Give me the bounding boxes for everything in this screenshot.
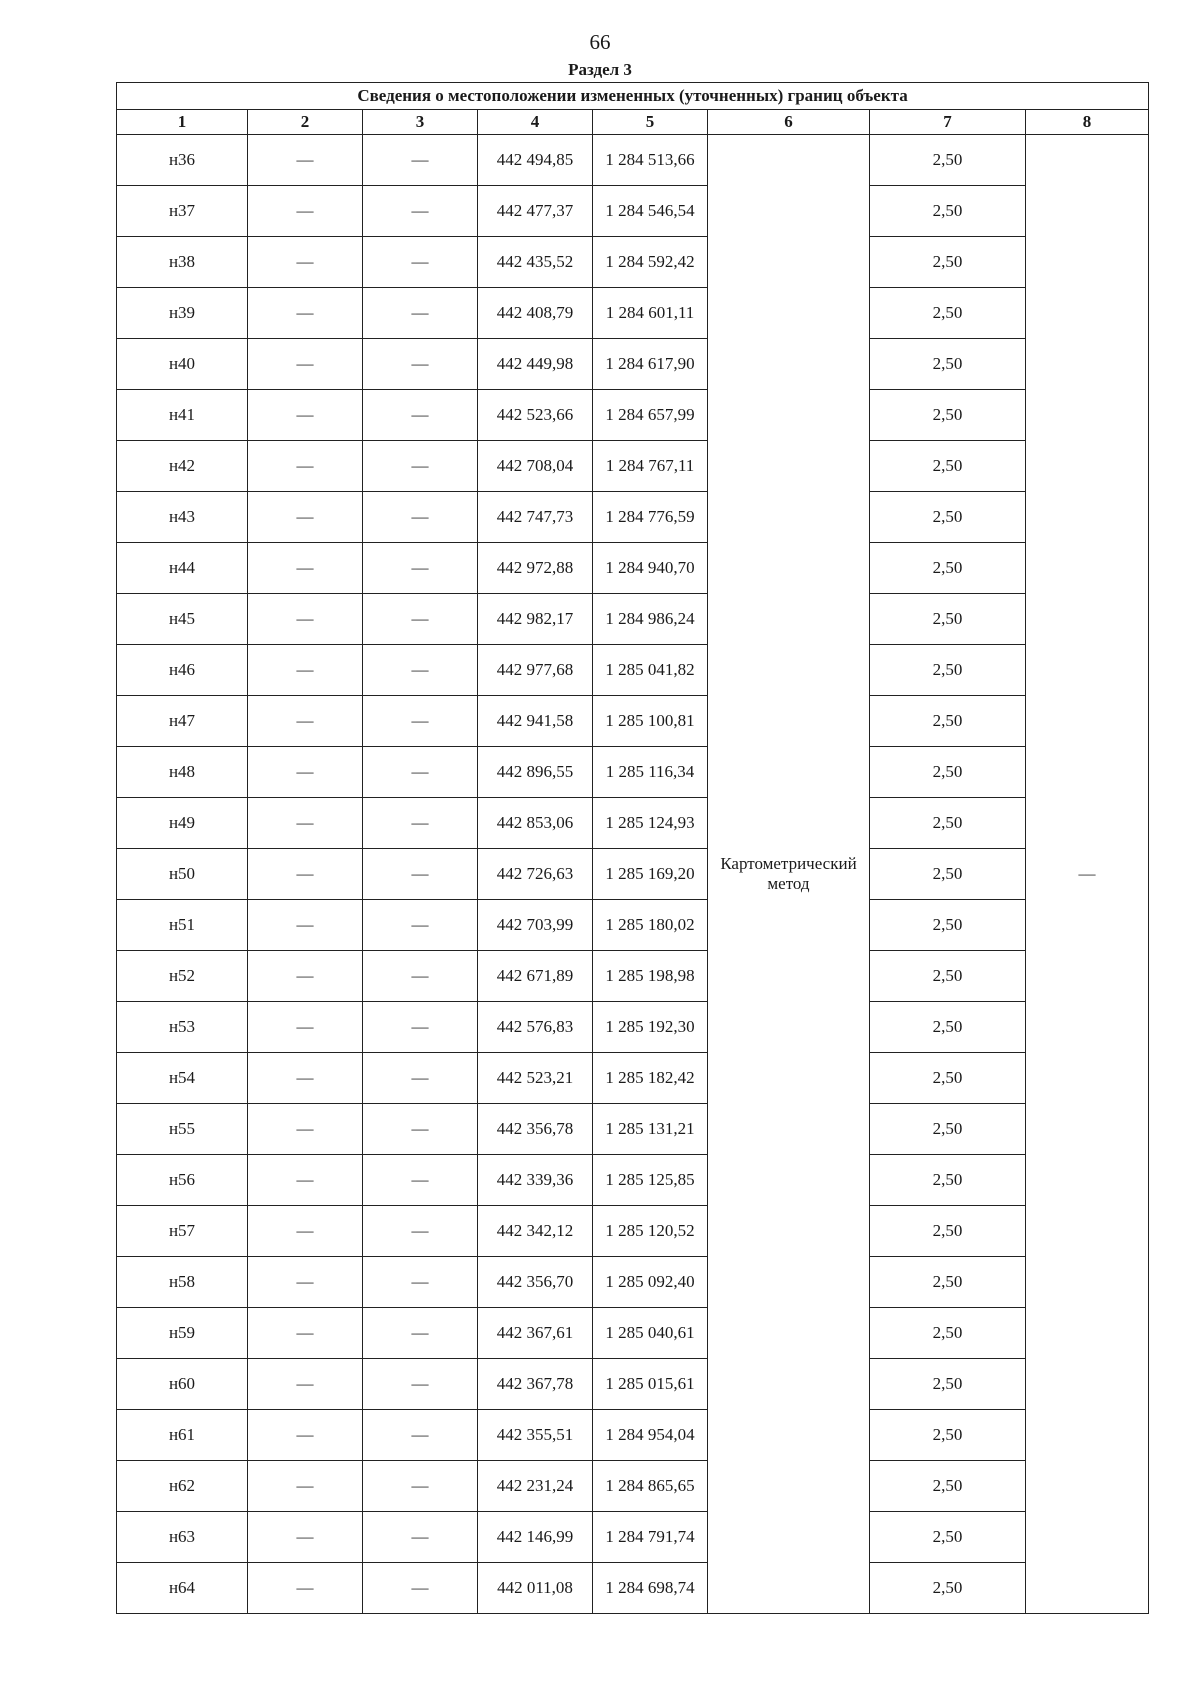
column-2-cell: —: [248, 951, 363, 1002]
table-row: [117, 1308, 1149, 1359]
column-2-cell: —: [248, 1104, 363, 1155]
column-3-cell: —: [363, 951, 478, 1002]
accuracy-cell: 2,50: [870, 798, 1026, 849]
x-coordinate-cell: 442 477,37: [478, 186, 593, 237]
x-coordinate-cell: 442 703,99: [478, 900, 593, 951]
accuracy-cell: 2,50: [870, 747, 1026, 798]
column-2-cell: —: [248, 1359, 363, 1410]
column-3-cell: —: [363, 390, 478, 441]
y-coordinate-cell: 1 285 041,82: [593, 645, 708, 696]
x-coordinate-cell: 442 367,78: [478, 1359, 593, 1410]
table-row: [117, 339, 1149, 390]
x-coordinate-cell: 442 941,58: [478, 696, 593, 747]
y-coordinate-cell: 1 284 767,11: [593, 441, 708, 492]
y-coordinate-cell: 1 284 954,04: [593, 1410, 708, 1461]
column-2-cell: —: [248, 900, 363, 951]
table-row: [117, 1359, 1149, 1410]
x-coordinate-cell: 442 972,88: [478, 543, 593, 594]
column-2-cell: —: [248, 1308, 363, 1359]
table-row: [117, 900, 1149, 951]
table-row: [117, 1410, 1149, 1461]
y-coordinate-cell: 1 285 124,93: [593, 798, 708, 849]
column-2-cell: —: [248, 1155, 363, 1206]
table-row: [117, 1563, 1149, 1614]
table-row: [117, 594, 1149, 645]
accuracy-cell: 2,50: [870, 1563, 1026, 1614]
column-2-cell: —: [248, 1002, 363, 1053]
point-name-cell: н52: [117, 951, 248, 1002]
accuracy-cell: 2,50: [870, 237, 1026, 288]
table-row: [117, 1002, 1149, 1053]
x-coordinate-cell: 442 726,63: [478, 849, 593, 900]
point-name-cell: н51: [117, 900, 248, 951]
accuracy-cell: 2,50: [870, 135, 1026, 186]
column-3-cell: —: [363, 900, 478, 951]
table-row: [117, 237, 1149, 288]
accuracy-cell: 2,50: [870, 1206, 1026, 1257]
column-3-cell: —: [363, 1002, 478, 1053]
column-number: 4: [478, 110, 593, 135]
column-3-cell: —: [363, 1359, 478, 1410]
column-2-cell: —: [248, 747, 363, 798]
column-2-cell: —: [248, 798, 363, 849]
x-coordinate-cell: 442 356,78: [478, 1104, 593, 1155]
x-coordinate-cell: 442 523,21: [478, 1053, 593, 1104]
accuracy-cell: 2,50: [870, 441, 1026, 492]
y-coordinate-cell: 1 285 040,61: [593, 1308, 708, 1359]
x-coordinate-cell: 442 576,83: [478, 1002, 593, 1053]
table-row: [117, 492, 1149, 543]
table-row: [117, 696, 1149, 747]
column-2-cell: —: [248, 1410, 363, 1461]
table-row: [117, 747, 1149, 798]
table-row: [117, 1053, 1149, 1104]
y-coordinate-cell: 1 284 776,59: [593, 492, 708, 543]
table-row: [117, 135, 1149, 186]
point-name-cell: н58: [117, 1257, 248, 1308]
point-name-cell: н61: [117, 1410, 248, 1461]
y-coordinate-cell: 1 284 601,11: [593, 288, 708, 339]
point-name-cell: н53: [117, 1002, 248, 1053]
table-caption-row: [117, 83, 1149, 110]
x-coordinate-cell: 442 342,12: [478, 1206, 593, 1257]
page-number: 66: [589, 30, 611, 54]
column-3-cell: —: [363, 1461, 478, 1512]
x-coordinate-cell: 442 367,61: [478, 1308, 593, 1359]
column-2-cell: —: [248, 135, 363, 186]
table-row: [117, 951, 1149, 1002]
point-name-cell: н40: [117, 339, 248, 390]
column-3-cell: —: [363, 135, 478, 186]
point-name-cell: н47: [117, 696, 248, 747]
y-coordinate-cell: 1 284 513,66: [593, 135, 708, 186]
column-number: 7: [870, 110, 1026, 135]
table-row: [117, 441, 1149, 492]
accuracy-cell: 2,50: [870, 1308, 1026, 1359]
column-3-cell: —: [363, 543, 478, 594]
column-3-cell: —: [363, 1053, 478, 1104]
point-name-cell: н44: [117, 543, 248, 594]
table-row: [117, 1257, 1149, 1308]
column-2-cell: —: [248, 237, 363, 288]
table-caption: Сведения о местоположении измененных (уточненных) границ объекта: [117, 83, 1149, 110]
column-3-cell: —: [363, 288, 478, 339]
point-name-cell: н45: [117, 594, 248, 645]
x-coordinate-cell: 442 671,89: [478, 951, 593, 1002]
accuracy-cell: 2,50: [870, 543, 1026, 594]
column-number: 2: [248, 110, 363, 135]
point-name-cell: н57: [117, 1206, 248, 1257]
x-coordinate-cell: 442 356,70: [478, 1257, 593, 1308]
point-name-cell: н60: [117, 1359, 248, 1410]
accuracy-cell: 2,50: [870, 288, 1026, 339]
point-name-cell: н43: [117, 492, 248, 543]
x-coordinate-cell: 442 011,08: [478, 1563, 593, 1614]
column-2-cell: —: [248, 1257, 363, 1308]
table-row: [117, 1461, 1149, 1512]
x-coordinate-cell: 442 408,79: [478, 288, 593, 339]
point-name-cell: н50: [117, 849, 248, 900]
y-coordinate-cell: 1 285 131,21: [593, 1104, 708, 1155]
table-row: [117, 1206, 1149, 1257]
y-coordinate-cell: 1 284 592,42: [593, 237, 708, 288]
accuracy-cell: 2,50: [870, 645, 1026, 696]
point-name-cell: н49: [117, 798, 248, 849]
y-coordinate-cell: 1 285 100,81: [593, 696, 708, 747]
column-2-cell: —: [248, 594, 363, 645]
x-coordinate-cell: 442 449,98: [478, 339, 593, 390]
table-row: [117, 1155, 1149, 1206]
column-8-cell: —: [1026, 135, 1149, 1614]
x-coordinate-cell: 442 523,66: [478, 390, 593, 441]
column-number: 3: [363, 110, 478, 135]
accuracy-cell: 2,50: [870, 1104, 1026, 1155]
accuracy-cell: 2,50: [870, 1461, 1026, 1512]
point-name-cell: н56: [117, 1155, 248, 1206]
column-3-cell: —: [363, 1104, 478, 1155]
point-name-cell: н42: [117, 441, 248, 492]
y-coordinate-cell: 1 285 125,85: [593, 1155, 708, 1206]
point-name-cell: н55: [117, 1104, 248, 1155]
column-3-cell: —: [363, 645, 478, 696]
table-body: [117, 83, 1149, 1614]
accuracy-cell: 2,50: [870, 1410, 1026, 1461]
table-row: [117, 1512, 1149, 1563]
point-name-cell: н38: [117, 237, 248, 288]
point-name-cell: н41: [117, 390, 248, 441]
column-number: 5: [593, 110, 708, 135]
point-name-cell: н54: [117, 1053, 248, 1104]
x-coordinate-cell: 442 494,85: [478, 135, 593, 186]
point-name-cell: н36: [117, 135, 248, 186]
table-row: [117, 1104, 1149, 1155]
point-name-cell: н63: [117, 1512, 248, 1563]
column-3-cell: —: [363, 798, 478, 849]
column-2-cell: —: [248, 1461, 363, 1512]
column-2-cell: —: [248, 339, 363, 390]
y-coordinate-cell: 1 285 120,52: [593, 1206, 708, 1257]
column-3-cell: —: [363, 237, 478, 288]
x-coordinate-cell: 442 708,04: [478, 441, 593, 492]
accuracy-cell: 2,50: [870, 849, 1026, 900]
table-row: [117, 186, 1149, 237]
column-2-cell: —: [248, 645, 363, 696]
accuracy-cell: 2,50: [870, 696, 1026, 747]
point-name-cell: н64: [117, 1563, 248, 1614]
y-coordinate-cell: 1 284 791,74: [593, 1512, 708, 1563]
accuracy-cell: 2,50: [870, 951, 1026, 1002]
point-name-cell: н62: [117, 1461, 248, 1512]
column-3-cell: —: [363, 594, 478, 645]
column-2-cell: —: [248, 390, 363, 441]
column-3-cell: —: [363, 1512, 478, 1563]
y-coordinate-cell: 1 284 940,70: [593, 543, 708, 594]
accuracy-cell: 2,50: [870, 1155, 1026, 1206]
column-3-cell: —: [363, 1155, 478, 1206]
point-name-cell: н37: [117, 186, 248, 237]
table-row: [117, 390, 1149, 441]
y-coordinate-cell: 1 285 116,34: [593, 747, 708, 798]
column-2-cell: —: [248, 288, 363, 339]
accuracy-cell: 2,50: [870, 186, 1026, 237]
column-2-cell: —: [248, 543, 363, 594]
column-2-cell: —: [248, 492, 363, 543]
column-3-cell: —: [363, 849, 478, 900]
accuracy-cell: 2,50: [870, 900, 1026, 951]
y-coordinate-cell: 1 285 192,30: [593, 1002, 708, 1053]
column-2-cell: —: [248, 441, 363, 492]
column-number: 1: [117, 110, 248, 135]
accuracy-cell: 2,50: [870, 1002, 1026, 1053]
column-3-cell: —: [363, 1308, 478, 1359]
x-coordinate-cell: 442 339,36: [478, 1155, 593, 1206]
y-coordinate-cell: 1 285 015,61: [593, 1359, 708, 1410]
column-3-cell: —: [363, 1563, 478, 1614]
table-row: [117, 288, 1149, 339]
y-coordinate-cell: 1 284 617,90: [593, 339, 708, 390]
method-cell: Картометрический метод: [708, 135, 870, 1614]
column-2-cell: —: [248, 186, 363, 237]
accuracy-cell: 2,50: [870, 594, 1026, 645]
accuracy-cell: 2,50: [870, 1053, 1026, 1104]
x-coordinate-cell: 442 435,52: [478, 237, 593, 288]
accuracy-cell: 2,50: [870, 390, 1026, 441]
point-name-cell: н59: [117, 1308, 248, 1359]
point-name-cell: н39: [117, 288, 248, 339]
column-number: 6: [708, 110, 870, 135]
x-coordinate-cell: 442 853,06: [478, 798, 593, 849]
column-3-cell: —: [363, 1257, 478, 1308]
section-title: Раздел 3: [568, 60, 632, 79]
x-coordinate-cell: 442 747,73: [478, 492, 593, 543]
table-row: [117, 798, 1149, 849]
accuracy-cell: 2,50: [870, 492, 1026, 543]
y-coordinate-cell: 1 285 169,20: [593, 849, 708, 900]
point-name-cell: н48: [117, 747, 248, 798]
x-coordinate-cell: 442 896,55: [478, 747, 593, 798]
column-2-cell: —: [248, 1563, 363, 1614]
accuracy-cell: 2,50: [870, 1257, 1026, 1308]
boundary-coordinates-table: [116, 82, 1149, 1614]
column-2-cell: —: [248, 849, 363, 900]
column-2-cell: —: [248, 696, 363, 747]
accuracy-cell: 2,50: [870, 339, 1026, 390]
column-3-cell: —: [363, 339, 478, 390]
x-coordinate-cell: 442 146,99: [478, 1512, 593, 1563]
x-coordinate-cell: 442 231,24: [478, 1461, 593, 1512]
point-name-cell: н46: [117, 645, 248, 696]
column-3-cell: —: [363, 186, 478, 237]
column-3-cell: —: [363, 696, 478, 747]
column-2-cell: —: [248, 1053, 363, 1104]
column-number: 8: [1026, 110, 1149, 135]
y-coordinate-cell: 1 285 198,98: [593, 951, 708, 1002]
column-3-cell: —: [363, 747, 478, 798]
y-coordinate-cell: 1 284 986,24: [593, 594, 708, 645]
table-row: [117, 645, 1149, 696]
x-coordinate-cell: 442 982,17: [478, 594, 593, 645]
x-coordinate-cell: 442 355,51: [478, 1410, 593, 1461]
y-coordinate-cell: 1 285 182,42: [593, 1053, 708, 1104]
y-coordinate-cell: 1 285 180,02: [593, 900, 708, 951]
column-number-row: [117, 110, 1149, 135]
table-row: [117, 543, 1149, 594]
column-3-cell: —: [363, 492, 478, 543]
column-2-cell: —: [248, 1206, 363, 1257]
accuracy-cell: 2,50: [870, 1359, 1026, 1410]
column-3-cell: —: [363, 1206, 478, 1257]
y-coordinate-cell: 1 284 657,99: [593, 390, 708, 441]
column-3-cell: —: [363, 1410, 478, 1461]
y-coordinate-cell: 1 284 546,54: [593, 186, 708, 237]
y-coordinate-cell: 1 285 092,40: [593, 1257, 708, 1308]
table-row: [117, 849, 1149, 900]
accuracy-cell: 2,50: [870, 1512, 1026, 1563]
column-2-cell: —: [248, 1512, 363, 1563]
x-coordinate-cell: 442 977,68: [478, 645, 593, 696]
y-coordinate-cell: 1 284 865,65: [593, 1461, 708, 1512]
y-coordinate-cell: 1 284 698,74: [593, 1563, 708, 1614]
column-3-cell: —: [363, 441, 478, 492]
